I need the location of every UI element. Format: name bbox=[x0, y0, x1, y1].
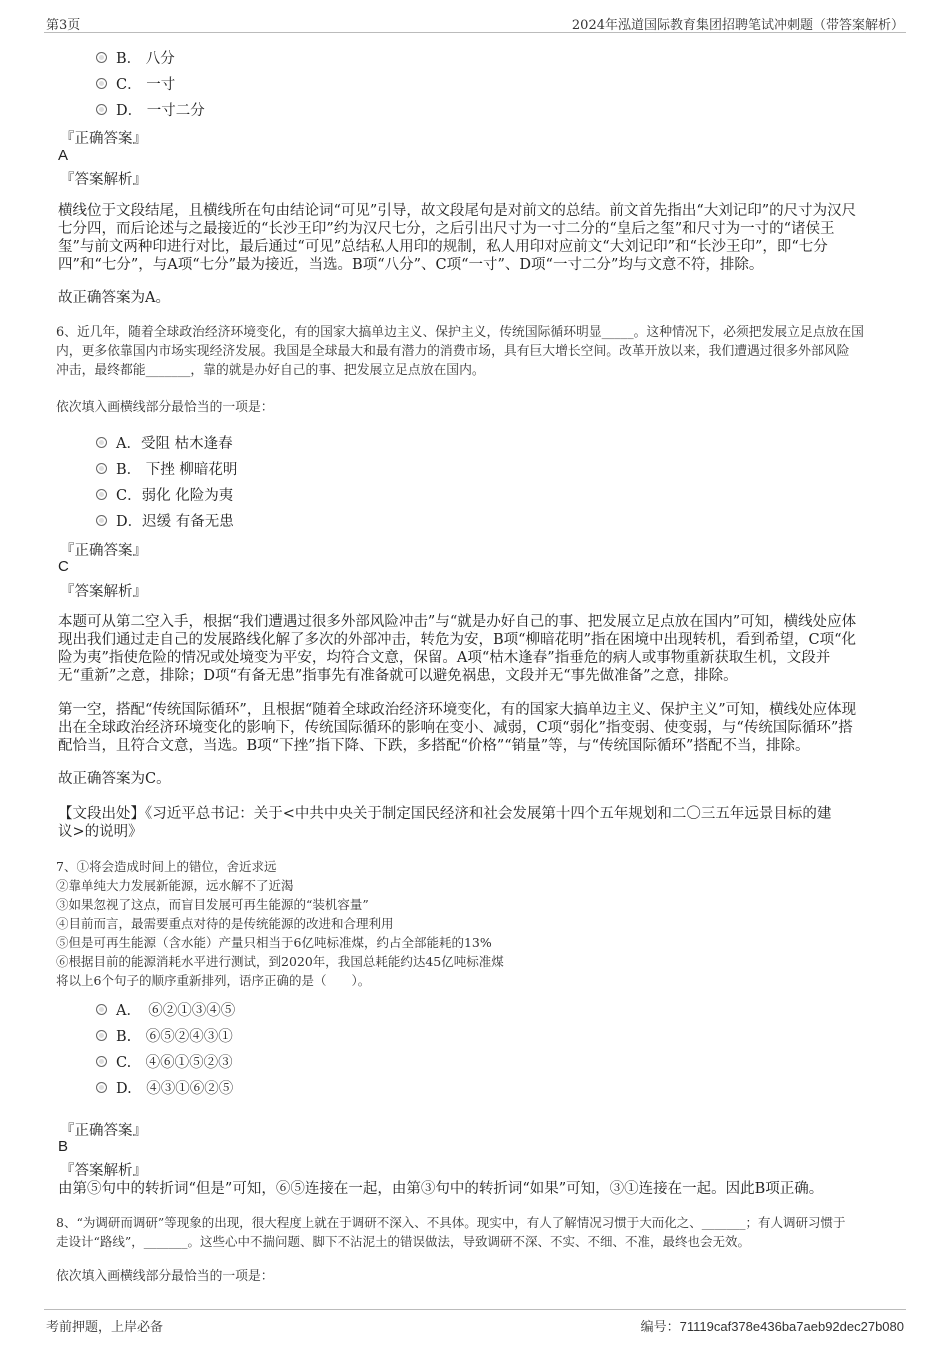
q7-analysis-label: 『答案解析』 bbox=[60, 1163, 147, 1179]
q7-question: 7、①将会造成时间上的错位，舍近求远 ②靠单纯大力发展新能源，远水解不了近渴 ③如果忽视了这点，而盲目发展可再生能源的“装机容量” ④目前而言，最需要重点对待的是传统能源的改进和合理利用 ⑤但是可再生能源（含水能）产量只相当于6亿吨标准煤，约占全部能耗的13% ⑥根据目前的能源消耗水平进行测试，到2020年，我国总耗能约达45亿吨标准煤 将以上6个句子的顺序重新排列，语序正确的是（ ）。 bbox=[56, 859, 504, 988]
q6-option-c[interactable]: C．弱化 化险为夷 bbox=[96, 483, 233, 505]
radio-icon[interactable] bbox=[96, 1030, 107, 1041]
radio-icon[interactable] bbox=[96, 489, 107, 500]
radio-icon[interactable] bbox=[96, 1082, 107, 1093]
page-number: 第3页 bbox=[46, 18, 81, 33]
document-title: 2024年泓道国际教育集团招聘笔试冲刺题（带答案解析） bbox=[571, 18, 904, 33]
q8-question: 8、“为调研而调研”等现象的出现，很大程度上就在于调研不深入、不具体。现实中，有人了解情况习惯于大而化之、_______；有人调研习惯于 走设计“路线”，_______。这些心中不揣问题、脚下不沾泥土的错误做法，导致调研不深、不实、不细、不准，最终也会无效。 bbox=[56, 1215, 846, 1249]
q7-option-d[interactable]: D. ④③①⑥②⑤ bbox=[96, 1076, 233, 1098]
q6-question: 6、近几年，随着全球政治经济环境变化，有的国家大搞单边主义、保护主义，传统国际循环明显_____。这种情况下，必须把发展立足点放在国 内，更多依靠国内市场实现经济发展。我国是全球最大和最有潜力的消费市场，具有巨大增长空间。改革开放以来，我们遭遇过很多外部风险 冲击，最终都能_______，靠的就是办好自己的事、把发展立足点放在国内。 bbox=[56, 325, 864, 378]
q5-analysis: 横线位于文段结尾，且横线所在句由结论词“可见”引导，故文段尾句是对前文的总结。前文首先指出“大刘记印”的尺寸为汉尺 七分四，而后论述与之最接近的“长沙王印”约为汉尺七分，之后引出尺寸为一寸二分的“皇后之玺”和尺寸为一寸的“诸侯王 玺”与前文两种印进行对比，最后通过“可见”总结私人用印的规制，私人用印对应前文“大刘记印”和“长沙王印”，即“七分 四”和“七分”，与A项“七分”最为接近，当选。B项“八分”、C项“一寸”、D项“一寸二分”均与文意不符，排除。 bbox=[58, 203, 857, 273]
q7-option-c[interactable]: C. ④⑥①⑤②③ bbox=[96, 1050, 233, 1072]
q6-conclusion: 故正确答案为C。 bbox=[58, 771, 171, 787]
radio-icon[interactable] bbox=[96, 52, 107, 63]
radio-icon[interactable] bbox=[96, 1056, 107, 1067]
radio-icon[interactable] bbox=[96, 104, 107, 115]
q6-prompt: 依次填入画横线部分最恰当的一项是： bbox=[56, 400, 274, 415]
q5-analysis-label: 『答案解析』 bbox=[60, 172, 147, 188]
q5-option-d[interactable]: D． 一寸二分 bbox=[96, 98, 205, 120]
q5-answer-label: 『正确答案』 bbox=[60, 131, 147, 147]
page-footer bbox=[44, 1309, 906, 1340]
q7-analysis: 由第⑤句中的转折词“但是”可知，⑥⑤连接在一起，由第③句中的转折词“如果”可知，③①连接在一起。因此B项正确。 bbox=[58, 1181, 824, 1197]
q7-answer: B bbox=[58, 1138, 69, 1155]
q6-option-d[interactable]: D．迟缓 有备无患 bbox=[96, 509, 234, 531]
q6-analysis-label: 『答案解析』 bbox=[60, 584, 147, 600]
q7-option-b[interactable]: B. ⑥⑤②④③① bbox=[96, 1024, 233, 1046]
radio-icon[interactable] bbox=[96, 78, 107, 89]
q6-analysis-p2: 第一空，搭配“传统国际循环”，且根据“随着全球政治经济环境变化，有的国家大搞单边主义、保护主义”可知，横线处应体现 出在全球政治经济环境变化的影响下，传统国际循环的影响在变小、减弱，C项“弱化”指变弱、使变弱，与“传统国际循环”搭 配恰当，且符合文意，当选。B项“下挫”指下降、下跌，多搭配“价格”“销量”等，与“传统国际循环”搭配不当，排除。 bbox=[58, 702, 857, 754]
q5-conclusion: 故正确答案为A。 bbox=[58, 290, 170, 306]
page-header bbox=[44, 10, 906, 33]
document-id: 编号：71119caf378e436ba7aeb92dec27b080 bbox=[640, 1319, 904, 1334]
q8-prompt: 依次填入画横线部分最恰当的一项是： bbox=[56, 1269, 274, 1284]
q5-answer: A bbox=[58, 147, 69, 164]
q7-option-a[interactable]: A． ⑥②①③④⑤ bbox=[96, 998, 235, 1020]
q6-answer-label: 『正确答案』 bbox=[60, 543, 147, 559]
q7-answer-label: 『正确答案』 bbox=[60, 1123, 147, 1139]
q5-option-c[interactable]: C． 一寸 bbox=[96, 72, 175, 94]
q6-option-a[interactable]: A．受阻 枯木逢春 bbox=[96, 431, 233, 453]
radio-icon[interactable] bbox=[96, 515, 107, 526]
radio-icon[interactable] bbox=[96, 463, 107, 474]
q6-answer: C bbox=[58, 558, 69, 575]
q6-option-b[interactable]: B． 下挫 柳暗花明 bbox=[96, 457, 237, 479]
q6-source: 【文段出处】《习近平总书记：关于<中共中央关于制定国民经济和社会发展第十四个五年规划和二〇三五年远景目标的建 议>的说明》 bbox=[58, 806, 832, 840]
radio-icon[interactable] bbox=[96, 1004, 107, 1015]
q5-option-b[interactable]: B． 八分 bbox=[96, 46, 175, 68]
footer-slogan: 考前押题，上岸必备 bbox=[46, 1320, 164, 1335]
radio-icon[interactable] bbox=[96, 437, 107, 448]
q6-analysis-p1: 本题可从第二空入手，根据“我们遭遇过很多外部风险冲击”与“就是办好自己的事、把发展立足点放在国内”可知，横线处应体 现出我们通过走自己的发展路线化解了多次的外部冲击，转危为安，B项“柳暗花明”指在困境中出现转机，看到希望，C项“化 险为夷”指使危险的情况或处境变为平安，均符合文意，保留。A项“枯木逢春”指垂危的病人或事物重新获取生机，文段并 无“重新”之意，排除；D项“有备无患”指事先有准备就可以避免祸患，文段并无“事先做准备”之意，排除。 bbox=[58, 614, 857, 684]
